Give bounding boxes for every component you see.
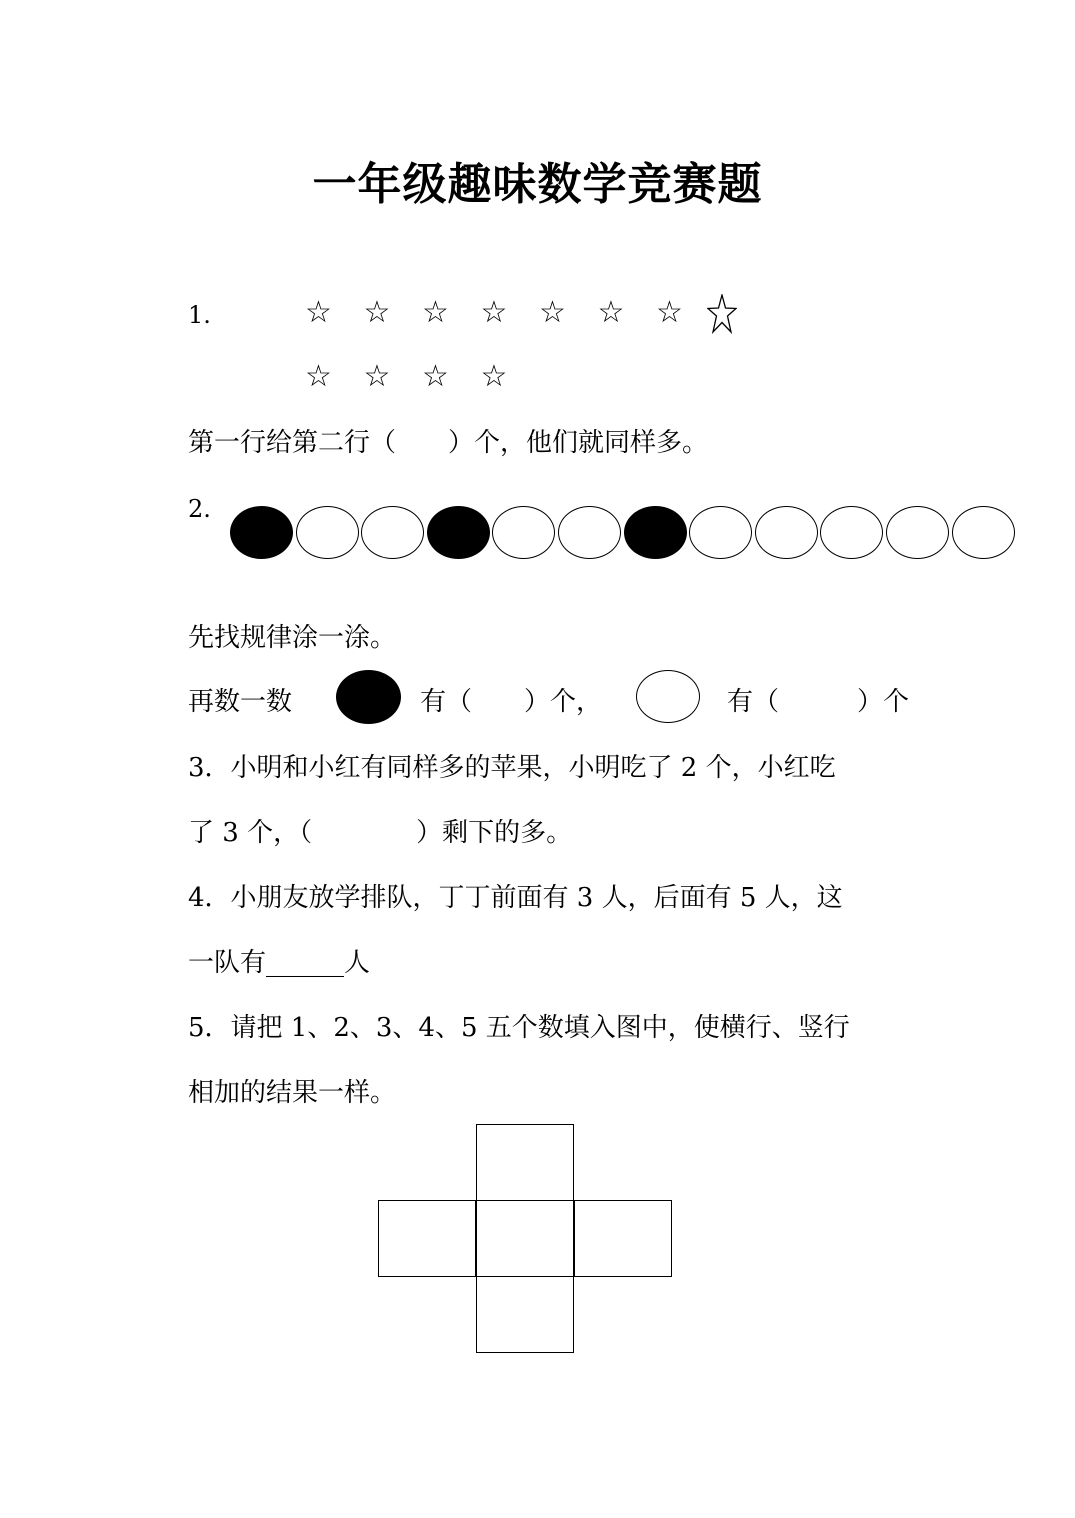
grid-cell-center[interactable] <box>476 1200 574 1277</box>
q1-question: 第一行给第二行（ ）个，他们就同样多。 <box>188 428 709 458</box>
empty-oval[interactable] <box>492 506 555 559</box>
empty-oval[interactable] <box>820 506 883 559</box>
q4-line-1: 4．小朋友放学排队，丁丁前面有 3 人，后面有 5 人，这 <box>188 883 843 913</box>
q1-number: 1. <box>188 301 211 329</box>
row1-star-icon: ☆ <box>305 295 332 330</box>
q1-star-row-2 <box>305 360 539 394</box>
grid-cell-left[interactable] <box>378 1200 476 1277</box>
q2-instruction: 先找规律涂一涂。 <box>188 623 397 653</box>
empty-oval[interactable] <box>296 506 359 559</box>
empty-oval[interactable] <box>558 506 621 559</box>
empty-oval[interactable] <box>689 506 752 559</box>
q4-line-2: 一队有______人 <box>188 948 371 978</box>
empty-oval[interactable] <box>755 506 818 559</box>
q5-line-1: 5．请把 1、2、3、4、5 五个数填入图中，使横行、竖行 <box>188 1013 850 1043</box>
row1-star-icon: ☆ <box>480 295 508 330</box>
q2-count-filled: 有（ ）个， <box>420 687 603 717</box>
q2-count-prefix: 再数一数 <box>188 687 293 717</box>
grid-cell-top[interactable] <box>476 1124 574 1201</box>
empty-oval[interactable] <box>886 506 949 559</box>
row2-star-icon: ☆ <box>480 359 508 394</box>
row1-star-icon: ☆ <box>539 295 566 330</box>
q2-number: 2. <box>188 495 211 523</box>
page-title: 一年级趣味数学竞赛题 <box>312 159 763 210</box>
q5-line-2: 相加的结果一样。 <box>188 1078 397 1108</box>
row1-star-icon: ☆ <box>597 295 625 330</box>
empty-oval-icon <box>636 670 700 723</box>
filled-oval <box>427 506 490 559</box>
filled-oval-icon <box>336 670 401 724</box>
row1-star-icon: ☆ <box>363 295 391 330</box>
q2-count-empty: 有（ ）个 <box>727 687 910 717</box>
row2-star-icon: ☆ <box>422 359 449 394</box>
row2-star-icon: ☆ <box>363 359 391 394</box>
q3-line-2: 了 3 个，（ ）剩下的多。 <box>188 818 573 848</box>
q3-line-1: 3．小明和小红有同样多的苹果，小明吃了 2 个，小红吃 <box>188 753 836 783</box>
filled-oval <box>624 506 687 559</box>
grid-cell-right[interactable] <box>574 1200 672 1277</box>
outline-star-icon <box>707 294 737 334</box>
row1-star-icon: ☆ <box>422 295 449 330</box>
grid-cell-bottom[interactable] <box>476 1276 574 1353</box>
empty-oval[interactable] <box>952 506 1015 559</box>
empty-oval[interactable] <box>361 506 424 559</box>
row1-star-icon: ☆ <box>656 295 683 330</box>
cross-grid <box>378 1124 674 1355</box>
filled-oval <box>230 506 293 559</box>
row2-star-icon: ☆ <box>305 359 332 394</box>
q2-oval-pattern <box>230 506 1020 562</box>
q1-star-row-1 <box>305 296 715 330</box>
